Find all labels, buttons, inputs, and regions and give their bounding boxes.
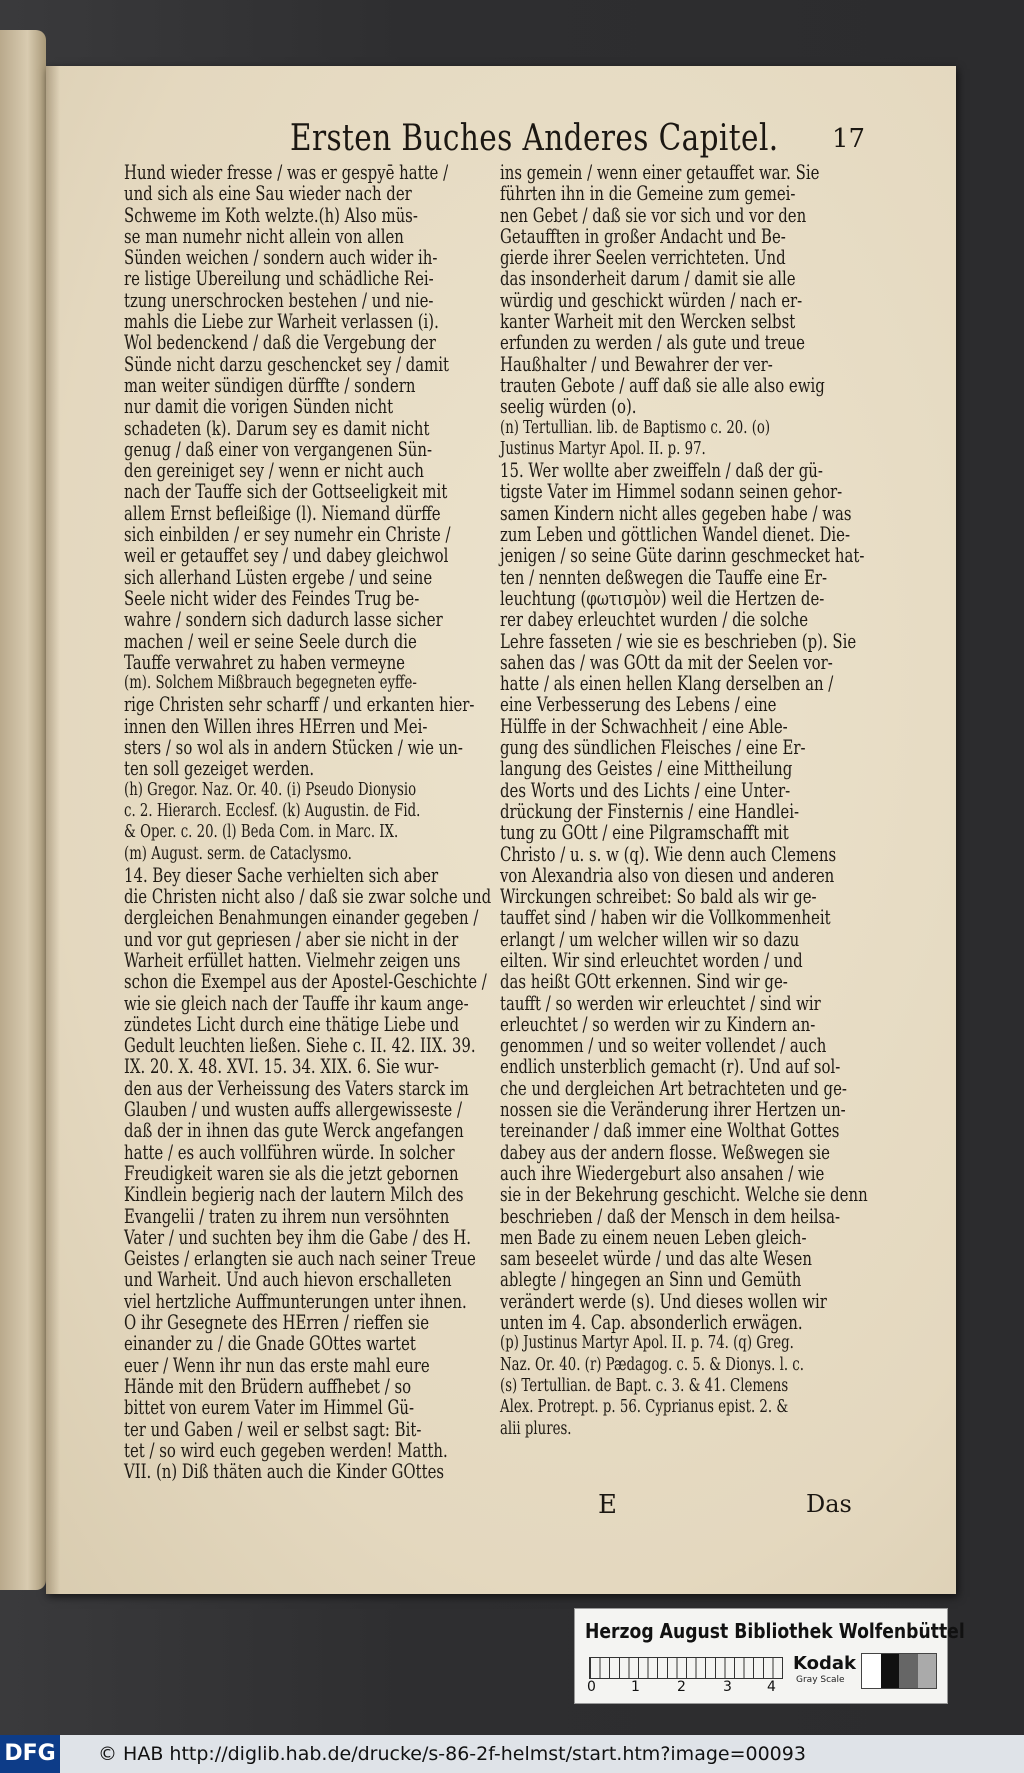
text-line: trauten Gebote / auff daß sie alle also ewig [500, 373, 825, 397]
text-line: taufft / so werden wir erleuchtet / sind wir [500, 991, 821, 1015]
text-line: erleuchtet / so werden wir zu Kindern an- [500, 1012, 816, 1036]
text-line: Freudigkeit waren sie als die jetzt gebornen [124, 1161, 459, 1185]
ruler-number: 4 [767, 1679, 776, 1695]
text-line: und Warheit. Und auch hievon erschalleten [124, 1268, 452, 1292]
text-line: (m). Solchem Mißbrauch begegneten eyffe- [124, 673, 417, 694]
text-line: Justinus Martyr Apol. II. p. 97. [500, 438, 706, 459]
text-line: schadeten (k). Darum sey es damit nicht [124, 416, 430, 440]
text-line: und sich als eine Sau wieder nach der [124, 182, 412, 206]
text-line: c. 2. Hierarch. Ecclesf. (k) Augustin. de Fid. [124, 800, 421, 821]
text-line: das heißt GOtt erkennen. Sind wir ge- [500, 970, 788, 994]
text-line: (p) Justinus Martyr Apol. II. p. 74. (q) Greg. [500, 1333, 794, 1354]
text-line: alii plures. [500, 1418, 572, 1439]
text-line: O ihr Gesegnete des HErren / rieffen sie [124, 1311, 430, 1335]
library-label [574, 1608, 965, 1704]
text-line: allem Ernst befleißige (l). Niemand dürffe [124, 501, 441, 525]
text-line: tzung unerschrocken bestehen / und nie- [124, 288, 434, 312]
text-line: dabey aus der andern flosse. Weßwegen sie [500, 1140, 830, 1164]
text-line: Geistes / erlangten sie auch nach seiner Treue [124, 1247, 476, 1271]
text-line: nach der Tauffe sich der Gottseeligkeit mit [124, 480, 448, 504]
text-line: (h) Gregor. Naz. Or. 40. (i) Pseudo Dionysio [124, 779, 417, 800]
text-line: 15. Wer wollte aber zweiffeln / daß der gü- [500, 459, 823, 483]
text-line: das insonderheit darum / damit sie alle [500, 267, 796, 291]
text-line: von Alexandria also von diesen und anderen [500, 863, 835, 887]
text-line: kanter Warheit mit den Wercken selbst [500, 310, 796, 334]
text-line: seelig würden (o). [500, 395, 637, 419]
text-line: Naz. Or. 40. (r) Pædagog. c. 5. & Dionys. l. c. [500, 1354, 804, 1375]
text-line: gierde ihrer Seelen verrichteten. Und [500, 246, 786, 270]
text-line: nur damit die vorigen Sünden nicht [124, 395, 394, 419]
text-line: Sünde nicht darzu geschencket sey / damit [124, 352, 450, 376]
text-line: tigste Vater im Himmel sodann seinen gehor- [500, 480, 843, 504]
text-line: Alex. Protrept. p. 56. Cyprianus epist. 2. & [500, 1397, 789, 1418]
text-line: Wol bedenckend / daß die Vergebung der [124, 331, 436, 355]
text-line: dergleichen Benahmungen einander gegeben / [124, 906, 479, 930]
text-line: schon die Exempel aus der Apostel-Geschichte / [124, 970, 487, 994]
text-line: Getaufften in großer Andacht und Be- [500, 224, 786, 248]
text-line: und vor gut gepriesen / aber sie nicht in der [124, 927, 459, 951]
text-line: unten im 4. Cap. absonderlich erwägen. [500, 1311, 803, 1335]
text-line: jenigen / so seine Güte darinn geschmecket hat- [500, 544, 865, 568]
text-line: se man numehr nicht allein von allen [124, 224, 404, 248]
text-line: Tauffe verwahret zu haben vermeyne [124, 650, 405, 674]
text-line: Hund wieder fresse / was er gespyē hatte / [124, 161, 449, 184]
text-line: hatte / als einen hellen Klang derselben an / [500, 672, 834, 696]
text-line: nen Gebet / daß sie vor sich und vor den [500, 203, 807, 227]
text-line: daß der in ihnen das gute Werck angefangen [124, 1119, 464, 1143]
text-line: weil er getauffet sey / und dabey gleichwol [124, 544, 449, 568]
text-line: sich allerhand Lüsten ergebe / und seine [124, 565, 433, 589]
text-line: sahen das / was GOtt da mit der Seelen vor- [500, 650, 833, 674]
text-line: erfunden zu werden / als gute und treue [500, 331, 805, 355]
measure-ruler [589, 1657, 783, 1679]
text-line: 14. Bey dieser Sache verhielten sich aber [124, 863, 439, 887]
gray-scale-swatches [861, 1653, 937, 1689]
text-line: Kindlein begierig nach der lautern Milch des [124, 1183, 464, 1207]
text-line: Christo / u. s. w (q). Wie denn auch Clemens [500, 842, 837, 866]
text-line: Haußhalter / und Bewahrer der ver- [500, 352, 773, 376]
text-line: den aus der Verheissung des Vaters starck im [124, 1076, 469, 1100]
text-line: che und dergleichen Art betrachteten und ge- [500, 1076, 847, 1100]
text-line: & Oper. c. 20. (l) Beda Com. in Marc. IX. [124, 822, 399, 843]
text-line: rige Christen sehr scharff / und erkanten hier- [124, 693, 475, 717]
text-line: viel hertzliche Auffmunterungen unter ihnen. [124, 1289, 467, 1313]
text-line: Vater / und suchten bey ihm die Gabe / des H. [124, 1225, 471, 1249]
ruler-number: 0 [587, 1679, 596, 1695]
text-line: sie in der Bekehrung geschicht. Welche sie denn [500, 1183, 868, 1207]
ruler-number: 1 [631, 1679, 640, 1695]
text-line: eine Verbesserung des Lebens / eine [500, 693, 777, 717]
signature-mark: E [598, 1490, 617, 1520]
page-gutter-shadow [46, 66, 60, 1594]
text-line: mahls die Liebe zur Warheit verlassen (i). [124, 310, 439, 334]
text-line: Gedult leuchten ließen. Siehe c. II. 42. IIX. 39. [124, 1034, 476, 1058]
text-line: man weiter sündigen dürffte / sondern [124, 373, 416, 397]
text-line: endlich unsterblich gemacht (r). Und auf sol- [500, 1055, 841, 1079]
previous-page-edge [0, 30, 46, 1590]
text-line: (n) Tertullian. lib. de Baptismo c. 20. (o) [500, 417, 771, 438]
text-line: Schweme im Koth welzte.(h) Also müs- [124, 203, 418, 227]
text-line: tung zu GOtt / eine Pilgramschafft mit [500, 821, 789, 845]
text-line: genommen / und so weiter vollendet / auch [500, 1034, 827, 1058]
text-line: nossen sie die Veränderung ihrer Hertzen un- [500, 1098, 846, 1122]
text-line: tet / so wird euch gegeben werden! Matth. [124, 1438, 448, 1462]
text-line: beschrieben / daß der Mensch in dem heilsa- [500, 1204, 841, 1228]
text-line: re listige Ubereilung und schädliche Rei- [124, 267, 434, 291]
kodak-brand: Kodak [793, 1653, 856, 1674]
left-text-column [124, 161, 492, 1484]
text-line: hatte / es auch vollführen würde. In solcher [124, 1140, 455, 1164]
text-line: wahre / sondern sich dadurch lasse sicher [124, 608, 443, 632]
text-line: den gereiniget sey / wenn er nicht auch [124, 459, 425, 483]
page-number: 17 [832, 124, 866, 154]
text-line: des Worts und des Lichts / eine Unter- [500, 778, 791, 802]
text-line: ten soll gezeiget werden. [124, 757, 315, 781]
text-line: Hände mit den Brüdern auffhebet / so [124, 1374, 412, 1398]
text-line: auch ihre Wiedergeburt also ansahen / wie [500, 1161, 825, 1185]
text-line: Sünden weichen / sondern auch wider ih- [124, 246, 438, 270]
text-line: verändert werde (s). Und dieses wollen wir [500, 1289, 827, 1313]
text-line: führten ihn in die Gemeine zum gemei- [500, 182, 796, 206]
text-line: machen / weil er seine Seele durch die [124, 629, 417, 653]
dfg-logo: DFG [0, 1735, 60, 1773]
text-line: ins gemein / wenn einer getauffet war. Sie [500, 161, 820, 184]
text-line: ter und Gaben / weil er selbst sagt: Bit- [124, 1417, 422, 1441]
text-line: Hülffe in der Schwachheit / eine Able- [500, 714, 788, 738]
copyright-url[interactable]: © HAB http://diglib.hab.de/drucke/s-86-2f-helmst/start.htm?image=00093 [98, 1743, 806, 1765]
text-line: samen Kindern nicht alles gegeben habe / was [500, 501, 852, 525]
text-line: rer dabey erleuchtet wurden / die solche [500, 608, 809, 632]
ruler-number: 2 [677, 1679, 686, 1695]
text-line: Wirckungen schreibet: So bald als wir ge- [500, 885, 817, 909]
text-line: innen den Willen ihres HErren und Mei- [124, 714, 428, 738]
text-line: zum Leben und göttlichen Wandel dienet. Die- [500, 523, 851, 547]
text-line: ablegte / hingegen an Sinn und Gemüth [500, 1268, 802, 1292]
text-line: zündetes Licht durch eine thätige Liebe und [124, 1012, 460, 1036]
text-line: ten / nennten deßwegen die Tauffe eine Er- [500, 565, 828, 589]
text-line: IX. 20. X. 48. XVI. 15. 34. XIX. 6. Sie wur- [124, 1055, 439, 1079]
text-line: einander zu / die Gnade GOttes wartet [124, 1332, 416, 1356]
library-name: Herzog August Bibliothek Wolfenbüttel [585, 1619, 965, 1643]
text-line: Lehre fasseten / wie sie es beschrieben (p). Sie [500, 629, 857, 653]
text-line: sters / so wol als in andern Stücken / wie un- [124, 736, 463, 760]
text-line: VII. (n) Diß thäten auch die Kinder GOttes [124, 1460, 445, 1484]
text-line: bittet von eurem Vater im Himmel Gü- [124, 1396, 415, 1420]
text-line: euer / Wenn ihr nun das erste mahl eure [124, 1353, 430, 1377]
text-line: wie sie gleich nach der Tauffe ihr kaum ange- [124, 991, 469, 1015]
text-line: leuchtung (φωτισμὸν) weil die Hertzen de- [500, 586, 825, 610]
text-line: eilten. Wir sind erleuchtet worden / und [500, 948, 803, 972]
gray-scale-label: Gray Scale [796, 1675, 845, 1685]
text-line: erlangt / um welcher willen wir so dazu [500, 927, 800, 951]
text-line: (m) August. serm. de Cataclysmo. [124, 843, 352, 864]
ruler-number: 3 [723, 1679, 732, 1695]
text-line: men Bade zu einem neuen Leben gleich- [500, 1225, 807, 1249]
footer-bar [0, 1735, 1024, 1773]
text-line: sam beseelet würde / und das alte Wesen [500, 1247, 812, 1271]
text-line: tauffet sind / haben wir die Vollkommenheit [500, 906, 831, 930]
catchword: Das [806, 1490, 852, 1518]
text-line: Warheit erfüllet hatten. Vielmehr zeigen uns [124, 948, 461, 972]
text-line: sich einbilden / er sey numehr ein Christe / [124, 523, 451, 547]
text-line: drückung der Finsternis / eine Handlei- [500, 799, 800, 823]
text-line: gung des sündlichen Fleisches / eine Er- [500, 736, 806, 760]
text-line: Glauben / und wusten auffs allergewisseste / [124, 1098, 462, 1122]
text-line: tereinander / daß immer eine Wolthat Gottes [500, 1119, 840, 1143]
text-line: (s) Tertullian. de Bapt. c. 3. & 41. Clemens [500, 1375, 789, 1396]
text-line: Seele nicht wider des Feindes Trug be- [124, 586, 420, 610]
text-line: die Christen nicht also / daß sie zwar solche und [124, 885, 492, 909]
right-text-column [500, 161, 868, 1440]
text-line: genug / daß einer von vergangenen Sün- [124, 437, 433, 461]
running-head: Ersten Buches Anderes Capitel. [290, 118, 779, 159]
text-line: würdig und geschickt würden / nach er- [500, 288, 803, 312]
text-line: Evangelii / traten zu ihrem nun versöhnten [124, 1204, 450, 1228]
text-line: langung des Geistes / eine Mittheilung [500, 757, 793, 781]
